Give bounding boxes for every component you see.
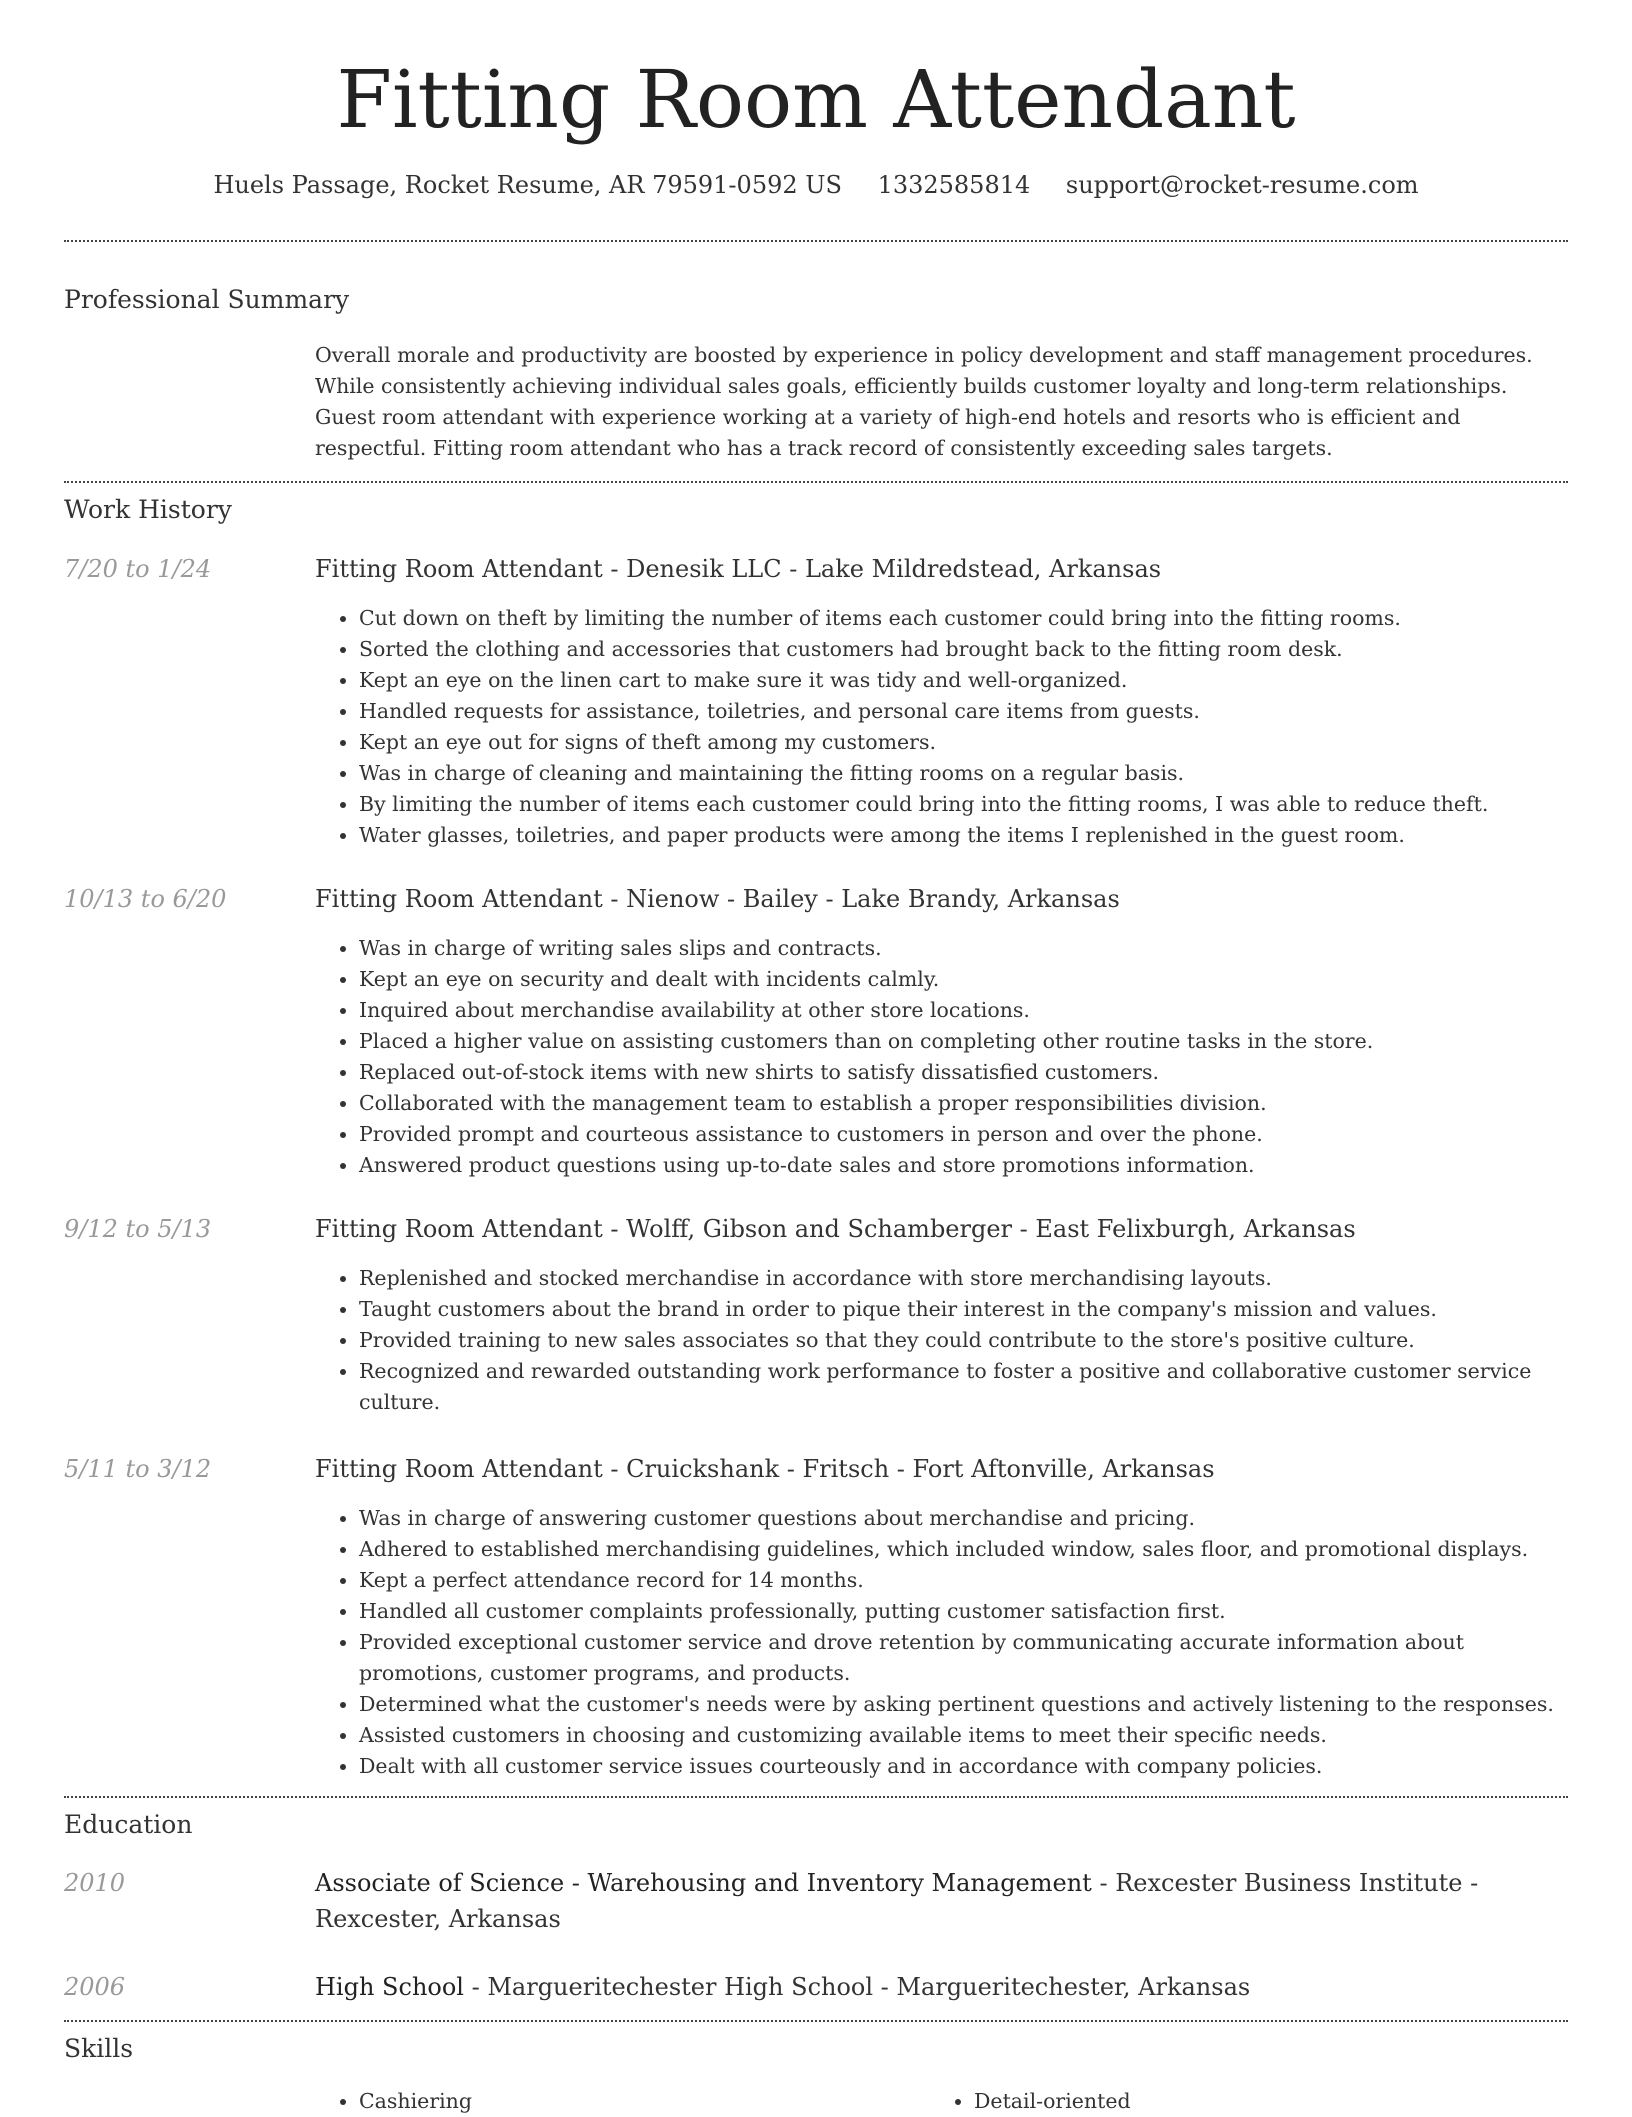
education-degree: Associate of Science - Warehousing and Inventory Management (315, 1869, 1092, 1897)
education-entry (315, 1865, 1568, 1937)
list-item: • Kept an eye on security and dealt with incidents calmly. (359, 964, 1568, 995)
list-item: • Handled all customer complaints professionally, putting customer satisfaction first. (359, 1596, 1568, 1627)
summary-text: Overall morale and productivity are boosted by experience in policy development and staff management procedures. While consistently achieving individual sales goals, efficiently builds customer loyalty and long-term relationships. Guest room attendant with experience working at a variety of high-end hotels and resorts who is efficient and respectful. Fitting room attendant who has a track record of consistently exceeding sales targets. (315, 343, 1533, 460)
list-item: • Provided prompt and courteous assistance to customers in person and over the phone. (359, 1119, 1568, 1150)
list-item: • Adhered to established merchandising guidelines, which included window, sales floor, and promotional displays. (359, 1534, 1568, 1565)
list-item: • Sorted the clothing and accessories that customers had brought back to the fitting room desk. (359, 634, 1568, 665)
list-item: • Replenished and stocked merchandise in accordance with store merchandising layouts. (359, 1263, 1568, 1294)
list-item: • Placed a higher value on assisting customers than on completing other routine tasks in the store. (359, 1026, 1568, 1057)
job-bullets (315, 933, 1568, 1181)
list-item: • Answered product questions using up-to-date sales and store promotions information. (359, 1150, 1568, 1181)
job-heading: Fitting Room Attendant - Nienow - Bailey - Lake Brandy, Arkansas (315, 885, 1120, 913)
list-item: • Provided training to new sales associates so that they could contribute to the store's positive culture. (359, 1325, 1568, 1356)
job-date: 9/12 to 5/13 (64, 1215, 212, 1243)
skills-list-right (930, 2086, 1530, 2117)
contact-email: support@rocket-resume.com (1065, 171, 1419, 199)
divider (64, 2020, 1568, 2022)
list-item: • Determined what the customer's needs were by asking pertinent questions and actively listening to the responses. (359, 1689, 1568, 1720)
list-item: • Was in charge of cleaning and maintaining the fitting rooms on a regular basis. (359, 758, 1568, 789)
job-date: 7/20 to 1/24 (64, 555, 212, 583)
job-heading: Fitting Room Attendant - Wolff, Gibson and Schamberger - East Felixburgh, Arkansas (315, 1215, 1356, 1243)
job-date: 5/11 to 3/12 (64, 1455, 212, 1483)
list-item: • Kept an eye out for signs of theft among my customers. (359, 727, 1568, 758)
list-item: • Water glasses, toiletries, and paper products were among the items I replenished in the guest room. (359, 820, 1568, 851)
list-item: • Cut down on theft by limiting the number of items each customer could bring into the fitting rooms. (359, 603, 1568, 634)
summary-heading: Professional Summary (64, 285, 350, 314)
list-item: • By limiting the number of items each customer could bring into the fitting rooms, I was able to reduce theft. (359, 789, 1568, 820)
skill-item: • Detail-oriented (974, 2086, 1530, 2117)
list-item: • Dealt with all customer service issues courteously and in accordance with company policies. (359, 1751, 1568, 1782)
candidate-name: Fitting Room Attendant (336, 53, 1296, 146)
list-item: • Kept an eye on the linen cart to make sure it was tidy and well-organized. (359, 665, 1568, 696)
education-heading: Education (64, 1810, 193, 1839)
education-school: - Margueritechester High School - Margueritechester, Arkansas (463, 1973, 1251, 2001)
list-item: • Taught customers about the brand in order to pique their interest in the company's mission and values. (359, 1294, 1568, 1325)
list-item: • Recognized and rewarded outstanding work performance to foster a positive and collaborative customer service culture. (359, 1356, 1568, 1418)
job-bullets (315, 603, 1568, 851)
list-item: • Collaborated with the management team to establish a proper responsibilities division. (359, 1088, 1568, 1119)
divider (64, 1796, 1568, 1798)
job-bullets (315, 1263, 1568, 1418)
divider (64, 481, 1568, 483)
education-school: - Rexcester Business Institute - Rexcester, Arkansas (315, 1869, 1479, 1933)
list-item: • Provided exceptional customer service and drove retention by communicating accurate information about promotions, customer programs, and products. (359, 1627, 1568, 1689)
education-date: 2006 (64, 1973, 126, 2001)
job-heading: Fitting Room Attendant - Cruickshank - Fritsch - Fort Aftonville, Arkansas (315, 1455, 1215, 1483)
contact-address: Huels Passage, Rocket Resume, AR 79591-0592 US (213, 171, 842, 199)
job-bullets (315, 1503, 1568, 1782)
list-item: • Was in charge of answering customer questions about merchandise and pricing. (359, 1503, 1568, 1534)
list-item: • Was in charge of writing sales slips and contracts. (359, 933, 1568, 964)
skills-heading: Skills (64, 2034, 134, 2063)
job-heading: Fitting Room Attendant - Denesik LLC - Lake Mildredstead, Arkansas (315, 555, 1162, 583)
work-history-heading: Work History (64, 495, 232, 524)
job-date: 10/13 to 6/20 (64, 885, 227, 913)
skills-list-left (315, 2086, 915, 2117)
contact-line (0, 168, 1632, 202)
list-item: • Inquired about merchandise availability at other store locations. (359, 995, 1568, 1026)
list-item: • Replaced out-of-stock items with new shirts to satisfy dissatisfied customers. (359, 1057, 1568, 1088)
education-entry (315, 1969, 1568, 2005)
skill-item: • Cashiering (359, 2086, 915, 2117)
list-item: • Assisted customers in choosing and customizing available items to meet their specific needs. (359, 1720, 1568, 1751)
education-degree: High School (315, 1973, 464, 2001)
contact-phone: 1332585814 (877, 171, 1031, 199)
list-item: • Kept a perfect attendance record for 14 months. (359, 1565, 1568, 1596)
education-date: 2010 (64, 1869, 126, 1897)
divider (64, 240, 1568, 242)
list-item: • Handled requests for assistance, toiletries, and personal care items from guests. (359, 696, 1568, 727)
